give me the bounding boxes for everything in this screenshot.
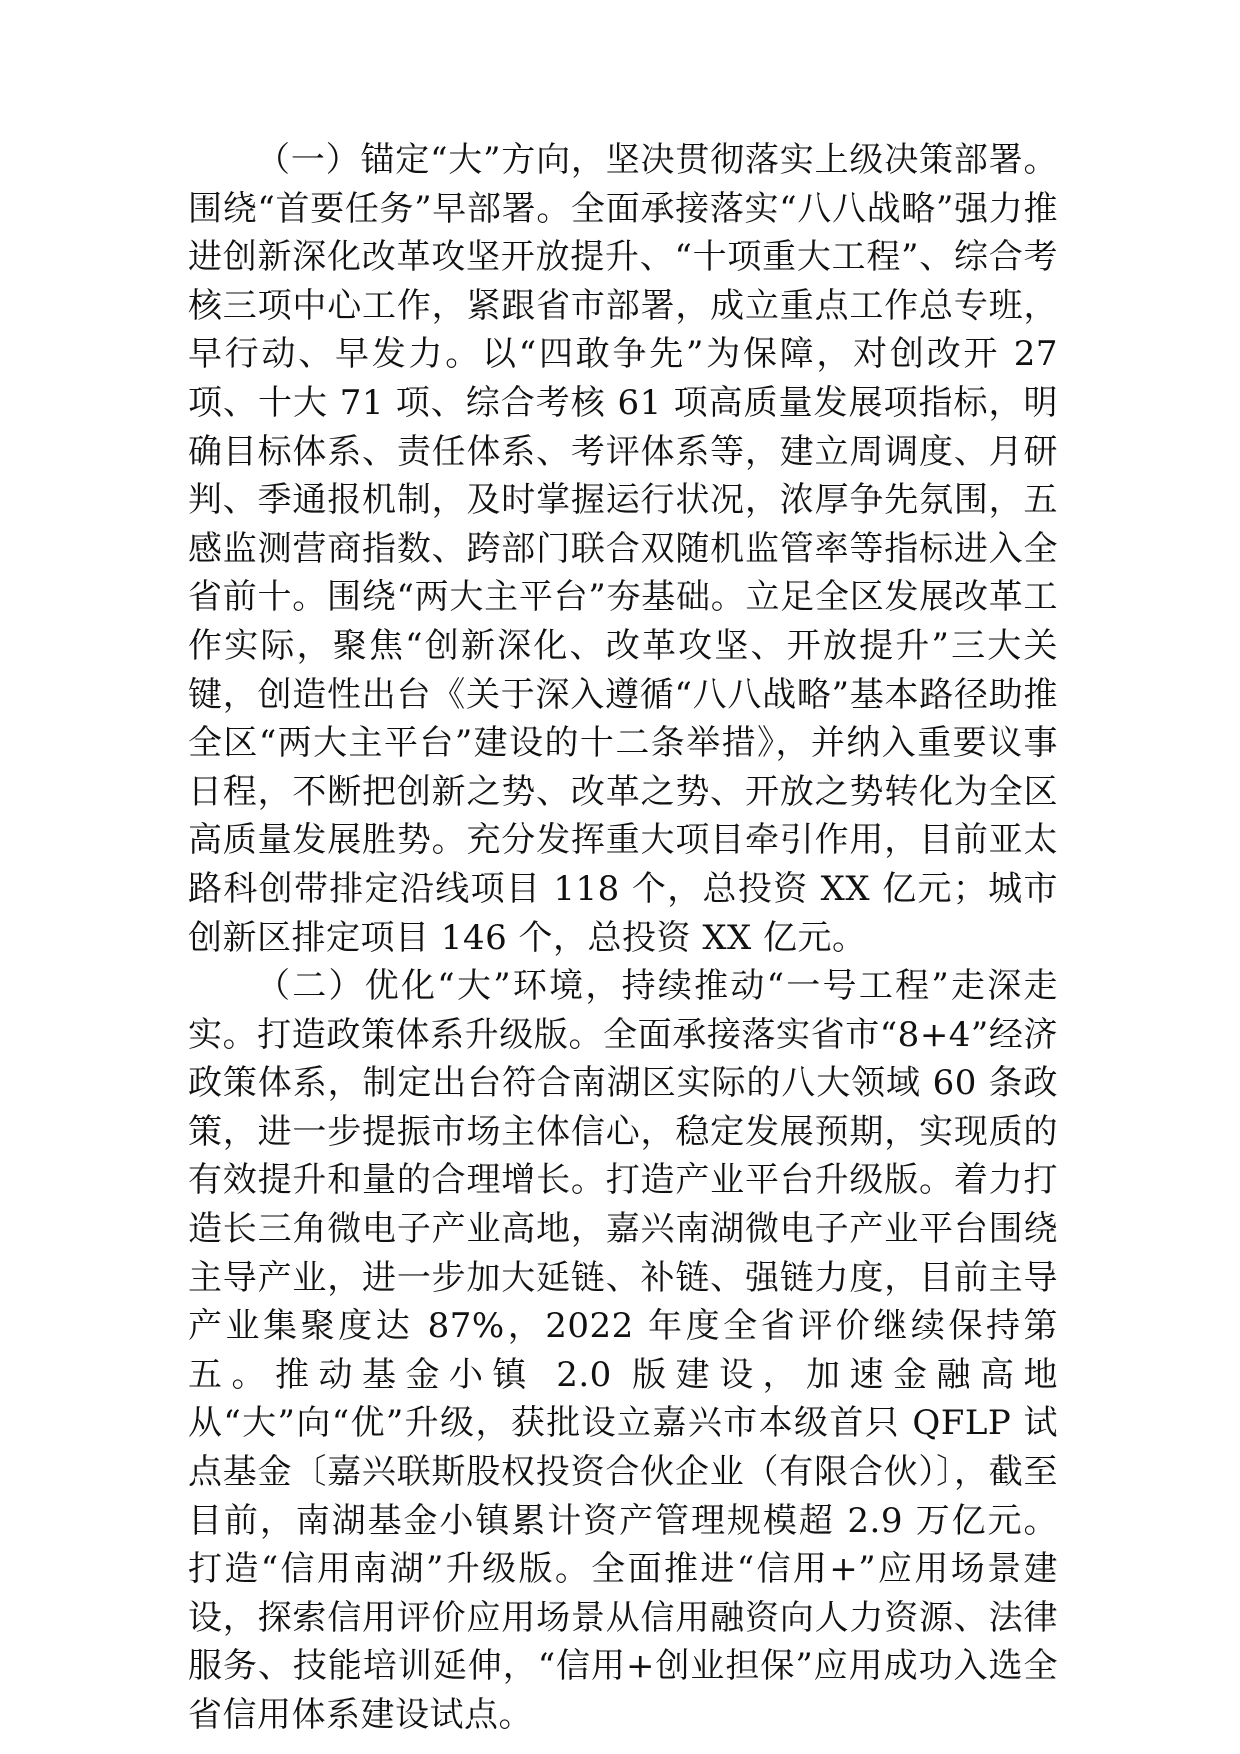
paragraph-2: （二）优化“大”环境，持续推动“一号工程”走深走实。打造政策体系升级版。全面承接落实省市“8+4”经济政策体系，制定出台符合南湖区实际的八大领域 60 条政策，进一步提振市场主体信心，稳定发展预期，实现质的有效提升和量的合理增长。打造产业平台升级版。着力打造长三角微电子产业高地，嘉兴南湖微电子产业平台围绕主导产业，进一步加大延链、补链、强链力度，目前主导产业集聚度达 87%，2022 年度全省评价继续保持第五。推动基金小镇 2.0 版建设，加速金融高地从“大”向“优”升级，获批设立嘉兴市本级首只 QFLP 试点基金〔嘉兴联斯股权投资合伙企业（有限合伙）〕，截至目前，南湖基金小镇累计资产管理规模超 2.9 万亿元。打造“信用南湖”升级版。全面推进“信用+”应用场景建设，探索信用评价应用场景从信用融资向人力资源、法律服务、技能培训延伸，“信用+创业担保”应用成功入选全省信用体系建设试点。 <box>188 966 1058 1735</box>
paragraph-1: （一）锚定“大”方向，坚决贯彻落实上级决策部署。围绕“首要任务”早部署。全面承接落实“八八战略”强力推进创新深化改革攻坚开放提升、“十项重大工程”、综合考核三项中心工作，紧跟省市部署，成立重点工作总专班，早行动、早发力。以“四敢争先”为保障，对创改开 27 项、十大 71 项、综合考核 61 项高质量发展项指标，明确目标体系、责任体系、考评体系等，建立周调度、月研判、季通报机制，及时掌握运行状况，浓厚争先氛围，五感监测营商指数、跨部门联合双随机监管率等指标进入全省前十。围绕“两大主平台”夯基础。立足全区发展改革工作实际，聚焦“创新深化、改革攻坚、开放提升”三大关键，创造性出台《关于深入遵循“八八战略”基本路径助推全区“两大主平台”建设的十二条举措》，并纳入重要议事日程，不断把创新之势、改革之势、开放之势转化为全区高质量发展胜势。充分发挥重大项目牵引作用，目前亚太路科创带排定沿线项目 118 个，总投资 XX 亿元；城市创新区排定项目 146 个，总投资 XX 亿元。 <box>188 140 1058 958</box>
document-page <box>188 136 1058 1740</box>
